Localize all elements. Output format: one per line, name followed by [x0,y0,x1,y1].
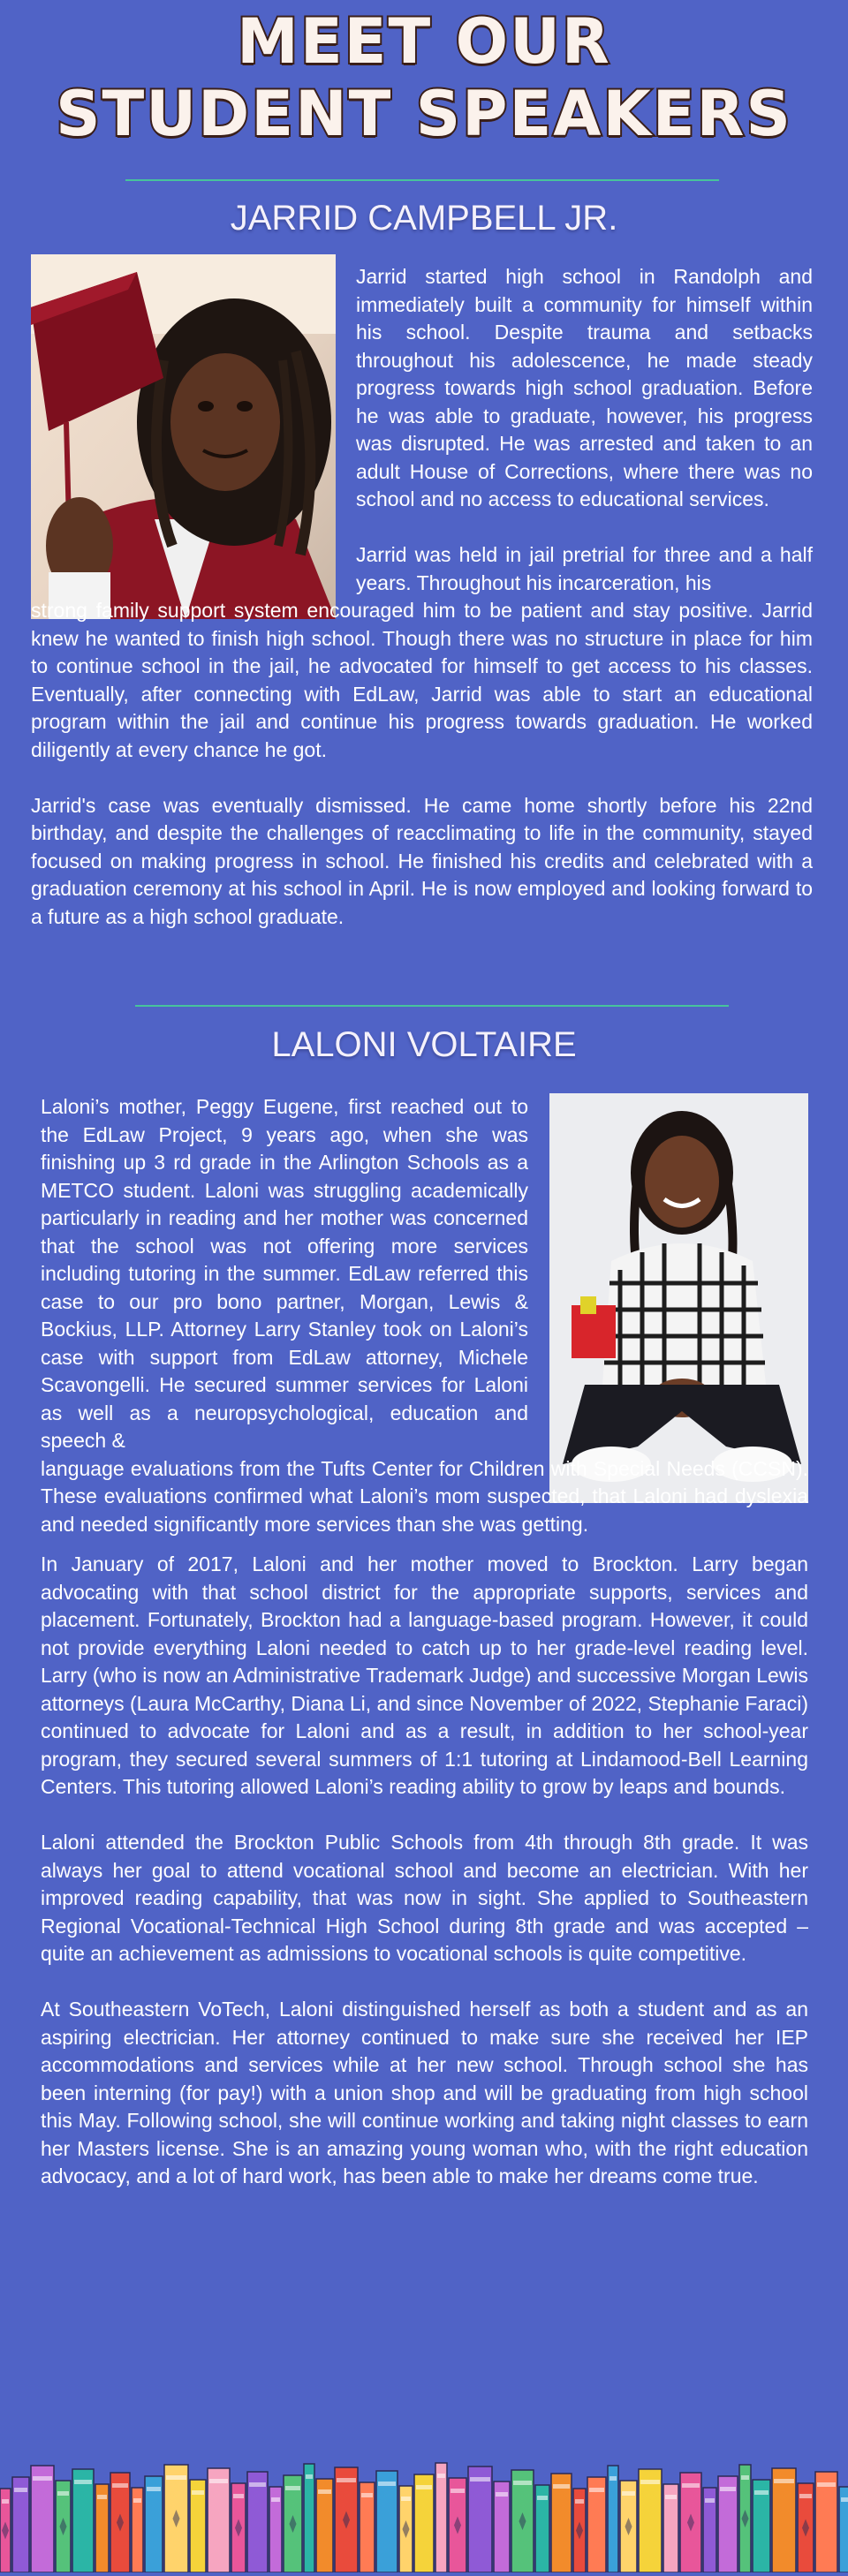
book-spine-band [589,2488,604,2492]
book-spine-band [610,2476,617,2481]
speaker-1-story [31,263,813,931]
book-spine-band [74,2480,92,2484]
book-spine [31,2466,54,2572]
book-spine-band [318,2489,331,2494]
book-spine [608,2466,618,2572]
book-spine-band [665,2495,677,2499]
bookshelf-decoration [0,2462,848,2572]
book-spine-band [209,2479,228,2483]
speaker-2-paragraph-1: language evaluations from the Tufts Center for Children with Special Needs (CCSN). These evaluations confirmed what Laloni’s mom suspected, that Laloni had dyslexia and needed significantly more services than she was getting. [41,1456,808,1536]
speaker-2-paragraph-4: At Southeastern VoTech, Laloni distinguished herself as both a student and as an aspiring electrician. Her attorney continued to make sure she received her IEP accommodations and services while at her new school. Through school she has been interning (for pay!) with a union shop and will be graduating from high school this May. Following school, she will continue working and taking night classes to earn her Masters license. She is an amazing young woman who, with the right education advocacy, and a lot of hard work, has been able to make her dreams come true. [41,1998,808,2187]
speaker-1-paragraph-1: Jarrid started high school in Randolph and immediately built a community for himself within his school. Despite trauma and setbacks throughout his adolescence, he made steady progress towards high school graduation. Before he was able to graduate, however, his progress was disrupted. He was arrested and taken to an adult House of Corrections, where there was no school and no access to educational services. [356,265,813,510]
book-spine-band [720,2487,736,2491]
book-spine-band [470,2477,490,2482]
book-spine-band [233,2494,244,2498]
speaker-1-paragraph-2-intro: Jarrid was held in jail pretrial for three and a half years. Throughout his incarceration, his [356,543,813,594]
book-spine-band [147,2487,161,2491]
speaker-2-story [41,1093,808,2191]
title-line-1: MEET OUR [237,5,611,78]
book-spine-band [133,2498,141,2503]
book-spine [435,2463,447,2572]
book-spine-band [285,2486,300,2490]
book-spine-band [271,2497,280,2502]
speaker-2-paragraph-1-wrap: Laloni’s mother, Peggy Eugene, first reached out to the EdLaw Project, 9 years ago, when she was finishing up 3 rd grade in the Arlington Schools as a METCO student. Laloni was struggling academically particularly in reading and her mother was concerned that the school was not offering more services including tutoring in the summer. EdLaw referred this case to our pro bono partner, Morgan, Lewis & Bockius, LLP. Attorney Larry Stanley took on Laloni’s case with support from EdLaw attorney, Michele Scavongelli. He secured summer services for Laloni as well as a neuropsychological, education and speech & [41,1095,528,1452]
speaker-1-paragraph-3: Jarrid's case was eventually dismissed. He came home shortly before his 22nd birthday, and despite the challenges of reacclimating to life in the community, stayed focused on making progress in school. He finished his credits and celebrated with a graduation ceremony at his school in April. He is now employed and looking forward to a future as a high school graduate. [31,793,813,928]
book-spine [72,2469,94,2572]
book-spine-band [437,2474,445,2478]
book-spine-band [799,2494,812,2498]
book-spine-band [537,2496,548,2500]
book-spine-band [416,2485,432,2489]
book-spine [247,2472,268,2572]
page-title [0,5,848,150]
book-spine [772,2468,796,2572]
divider-middle [135,1005,729,1007]
book-spine-band [496,2492,508,2497]
book-spine-band [166,2475,186,2480]
book-spine-band [640,2480,660,2484]
book-spine-band [14,2488,27,2492]
book-spine-band [817,2482,836,2487]
book-spine [815,2472,837,2572]
book-spine-band [575,2499,584,2504]
book-spine [208,2468,230,2572]
book-spine [468,2466,492,2572]
book-spine-band [192,2490,204,2495]
book-spine-band [682,2483,700,2488]
book-spine-band [705,2498,715,2503]
book-spine-band [741,2475,749,2480]
book-spine-band [450,2489,465,2493]
book-spine-band [513,2481,532,2485]
speaker-2-paragraph-2: In January of 2017, Laloni and her mother moved to Brockton. Larry began advocating with that school district for the appropriate supports, services and placement. Fortunately, Brockton had a language-based program. However, it could not provide everything Laloni needed to catch up to her grade-level reading level. Larry (who is now an Administrative Trademark Judge) and successive Morgan Lewis attorneys (Laura McCarthy, Diana Li, and since November of 2022, Stephanie Faraci) continued to advocate for Laloni and as a result, in addition to her school-year program, they secured several summers of 1:1 tutoring at Lindamood-Bell Learning Centers. This tutoring allowed Laloni’s reading ability to grow by leaps and bounds. [41,1552,808,1798]
book-spine-band [97,2495,107,2499]
title-line-2: STUDENT SPEAKERS [56,78,792,150]
book-spine-band [2,2499,9,2504]
book-spine [639,2469,662,2572]
speaker-2-name: LALONI VOLTAIRE [271,1025,577,1064]
book-spine-band [112,2483,128,2488]
book-spine [304,2464,314,2572]
book-spine-band [841,2497,848,2502]
book-spine-band [33,2476,52,2481]
book-spine-band [553,2484,570,2489]
speaker-2-paragraph-3: Laloni attended the Brockton Public Schools from 4th through 8th grade. It was always her goal to attend vocational school and become an electrician. With her improved reading capability, that was now in sight. She applied to Southeastern Regional Vocational-Technical High School during 8th grade and was accepted – quite an achievement as admissions to vocational schools is quite competitive. [41,1831,808,1965]
book-spine-band [378,2482,396,2486]
book-spine-band [57,2491,69,2496]
divider-top [125,179,719,181]
book-spine-band [774,2479,794,2483]
book-spine-band [622,2491,635,2496]
bookshelf-graphic [0,2462,848,2572]
book-spine-band [306,2474,313,2479]
book-spine-band [754,2490,768,2495]
book-spine-band [361,2493,373,2497]
book-spine-band [337,2478,356,2482]
book-spine-band [401,2497,411,2501]
speaker-1-name: JARRID CAMPBELL JR. [230,199,618,238]
book-spine-band [249,2482,266,2487]
speaker-1-paragraph-2: strong family support system encouraged him to be patient and stay positive. Jarrid knew he wanted to finish high school. Though there was no structure in place for him to continue school in the jail, he advocated for himself to get access to his classes. Eventually, after connecting with EdLaw, Jarrid was able to start an educational program within the jail and continue his progress towards graduation. He worked diligently at every chance he got. [31,599,813,761]
book-spine [376,2471,398,2572]
